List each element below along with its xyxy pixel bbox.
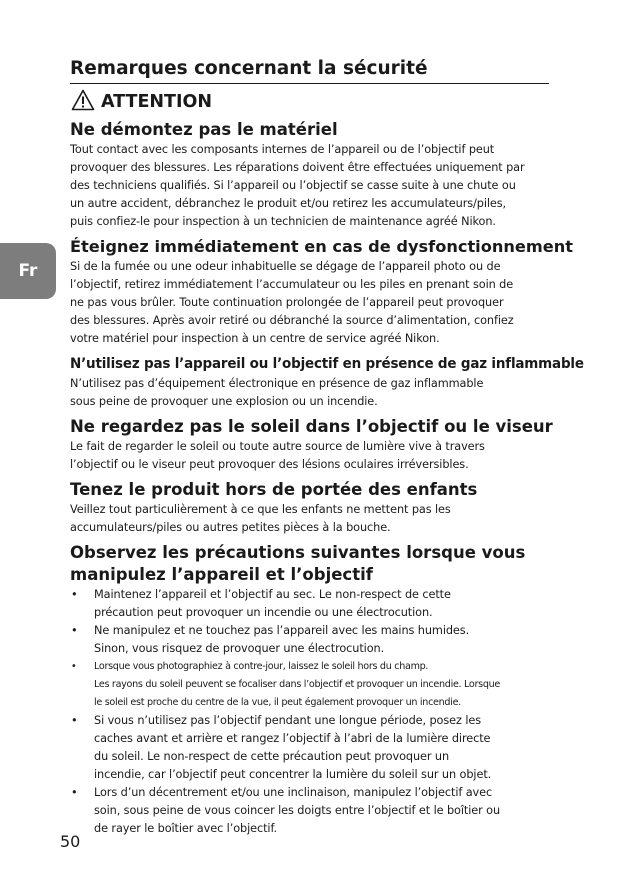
list-item	[70, 586, 549, 622]
list-item-text: Maintenez l’appareil et l’objectif au sec. Le non-respect de cette précaution peut provoquer un incendie ou une électrocution.	[94, 588, 451, 619]
page-title: Remarques concernant la sécurité	[70, 56, 549, 84]
section-text: N’utilisez pas d’équipement électronique en présence de gaz inflammable sous peine de provoquer une explosion ou un incendie.	[70, 377, 484, 408]
section-precautions	[70, 542, 549, 838]
language-tab	[0, 243, 56, 299]
section-title: Tenez le produit hors de portée des enfants	[70, 480, 478, 499]
section-disassembly	[70, 119, 549, 231]
page-content	[70, 56, 584, 838]
language-tab-label: Fr	[18, 261, 38, 281]
section-sun	[70, 416, 553, 474]
section-children	[70, 479, 549, 537]
section-flammable-gas	[70, 353, 584, 411]
list-item-text: Lors d’un décentrement et/ou une inclinaison, manipulez l’objectif avec soin, sous peine de vous coincer les doigts entre l’objectif et le boîtier ou de rayer le boîtier avec l’objectif.	[94, 786, 501, 835]
page-number: 50	[60, 832, 81, 851]
bullet-icon: •	[71, 714, 78, 727]
section-title: Ne regardez pas le soleil dans l’objectif ou le viseur	[70, 417, 553, 436]
attention-label: ATTENTION	[101, 92, 213, 112]
bullet-icon: •	[71, 661, 77, 672]
list-item	[70, 784, 549, 838]
list-item	[70, 712, 549, 784]
warning-triangle-icon	[71, 89, 95, 116]
list-item	[70, 658, 549, 712]
list-item-text: Lorsque vous photographiez à contre-jour, laissez le soleil hors du champ. Les rayons du soleil peuvent se focaliser dans l’objectif et provoquer un incendie. Lorsque le soleil est proche du centre de la vue, il peut également provoquer un incendie.	[94, 661, 501, 708]
precautions-list	[70, 586, 549, 838]
section-text: Tout contact avec les composants internes de l’appareil ou de l’objectif peut provoquer des blessures. Les réparations doivent être effectuées uniquement par des techniciens qualifiés. Si l’appareil ou l’objectif se casse suite à une chute ou un autre accident, débranchez le produit et/ou retirez les accumulateurs/piles, puis confiez-le pour inspection à un technicien de maintenance agréé Nikon.	[70, 143, 525, 228]
bullet-icon: •	[71, 786, 78, 799]
list-item-text: Si vous n’utilisez pas l’objectif pendant une longue période, posez les caches avant et arrière et rangez l’objectif à l’abri de la lumière directe du soleil. Le non-respect de cette précaution peut provoquer un incendie, car l’objectif peut concentrer la lumière du soleil sur un objet.	[94, 714, 492, 781]
section-text: Veillez tout particulièrement à ce que les enfants ne mettent pas les accumulateurs/piles ou autres petites pièces à la bouche.	[70, 503, 451, 534]
attention-header	[71, 89, 549, 115]
section-title: N’utilisez pas l’appareil ou l’objectif en présence de gaz inflammable	[70, 356, 584, 372]
section-text: Le fait de regarder le soleil ou toute autre source de lumière vive à travers l’objectif ou le viseur peut provoquer des lésions oculaires irréversibles.	[70, 440, 485, 471]
section-title: Observez les précautions suivantes lorsque vous manipulez l’appareil et l’objectif	[70, 543, 526, 584]
section-title: Éteignez immédiatement en cas de dysfonctionnement	[70, 237, 573, 256]
section-malfunction	[70, 236, 573, 348]
bullet-icon: •	[71, 588, 78, 601]
section-text: Si de la fumée ou une odeur inhabituelle se dégage de l’appareil photo ou de l’objectif, retirez immédiatement l’accumulateur ou les piles en prenant soin de ne pas vous brûler. Toute continuation prolongée de l’appareil peut provoquer des blessures. Après avoir retiré ou débranché la source d’alimentation, confiez votre matériel pour inspection à un centre de service agréé Nikon.	[70, 260, 514, 345]
section-title: Ne démontez pas le matériel	[70, 120, 338, 139]
bullet-icon: •	[71, 624, 78, 637]
list-item-text: Ne manipulez et ne touchez pas l’appareil avec les mains humides. Sinon, vous risquez de provoquer une électrocution.	[94, 624, 470, 655]
list-item	[70, 622, 549, 658]
